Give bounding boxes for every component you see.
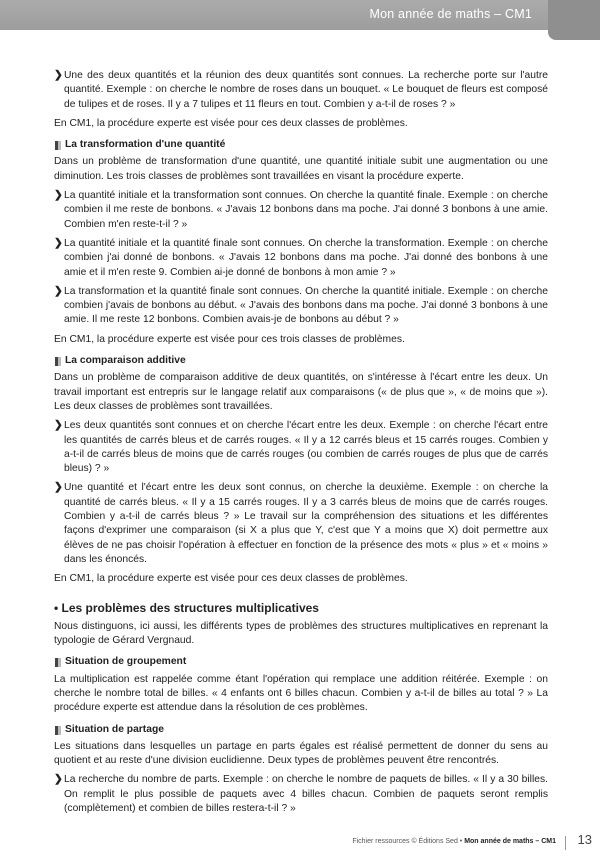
chevron-right-icon: ❯ (54, 237, 63, 249)
heading-marker-icon (55, 726, 58, 735)
paragraph: La multiplication est rappelée comme étant l'opération qui remplace une addition réitérée. Exemple : on cherche le nombre total de billes. « 4 enfants ont 6 billes chacun. Combien y a-t-il de billes au total ? » La procédure experte est attendue dans la résolution de ces problèmes. (54, 673, 548, 714)
paragraph: Nous distinguons, ici aussi, les différents types de problèmes des structures multiplicatives en reprenant la typologie de Gérard Vergnaud. (54, 620, 548, 647)
chevron-right-icon: ❯ (54, 285, 63, 297)
page-number: 13 (577, 832, 592, 847)
page-header (0, 0, 600, 30)
chevron-right-icon: ❯ (54, 190, 63, 202)
subsection-heading (54, 723, 548, 737)
bullet-text: La quantité initiale et la transformation sont connues. On cherche la quantité finale. Exemple : on cherche combien il me reste de bonbons. « J'avais 12 bonbons dans ma poche. J'ai donné 3 bonbons à une amie. Combien m'en reste-t-il ? » (64, 190, 548, 230)
bullet-text: La recherche du nombre de parts. Exemple : on cherche le nombre de paquets de billes. « Il y a 30 billes. On remplit le plus possible de paquets avec 4 billes chacun. Combien de paquets seront remplis (complètement) et combien de billes restera-t-il ? » (64, 774, 548, 815)
heading-marker-icon (55, 357, 58, 366)
footer-credit (352, 838, 556, 845)
bullet-item (54, 189, 548, 232)
bullet-item (54, 285, 548, 328)
heading-marker-icon (55, 658, 58, 667)
subsection-heading (54, 138, 548, 152)
bullet-item (54, 419, 548, 476)
bullet-item (54, 237, 548, 280)
bullet-item (54, 481, 548, 567)
paragraph: Les situations dans lesquelles un partage en parts égales est réalisé permettent de donner du sens au quotient et au reste d'une division euclidienne. Deux types de problèmes peuvent être rencontrés. (54, 740, 548, 767)
heading-text: La comparaison additive (65, 355, 186, 367)
bullet-text: La quantité initiale et la quantité finale sont connues. On cherche la transformation. Exemple : on cherche combien j'ai donné de bonbons. « J'avais 12 bonbons dans ma poche. J'ai donné des bonbons à une amie et il m'en reste 9. Combien ai-je donné de bonbons à mon amie ? » (64, 237, 548, 278)
chevron-right-icon: ❯ (54, 774, 63, 786)
paragraph: En CM1, la procédure experte est visée pour ces deux classes de problèmes. (54, 117, 408, 129)
heading-text: La transformation d'une quantité (65, 139, 226, 151)
paragraph: En CM1, la procédure experte est visée pour ces trois classes de problèmes. (54, 333, 405, 345)
document-body (54, 69, 548, 821)
chevron-right-icon: ❯ (54, 70, 63, 81)
footer-source: Fichier ressources © Éditions Sed • (352, 838, 463, 845)
paragraph: En CM1, la procédure experte est visée pour ces deux classes de problèmes. (54, 573, 408, 585)
subsection-heading (54, 655, 548, 669)
footer-divider (565, 836, 566, 850)
bullet-text: Une quantité et l'écart entre les deux sont connus, on cherche la deuxième. Exemple : on cherche la quantité de carrés bleus. « Il y a 15 carrés rouges. Il y a 3 carrés bleus de moins que de carrés rouges. Combien y a-t-il de carrés bleus ? » Le travail sur la compréhension des situations et les différentes façons d'exprimer une comparaison (si X a plus que Y, c'est que Y a moins que X) doit permettre aux élèves de ne pas choisir l'opération à effectuer en fonction de la présence des mots « plus » et « moins » dans les énoncés. (64, 482, 548, 565)
chevron-right-icon: ❯ (54, 482, 63, 494)
heading-marker-icon (55, 141, 58, 150)
subsection-heading (54, 354, 548, 368)
heading-text: Situation de partage (65, 723, 164, 735)
bullet-item (54, 773, 548, 816)
bullet-item (54, 69, 548, 112)
paragraph: Dans un problème de transformation d'une quantité, une quantité initiale subit une augmentation ou une diminution. Les trois classes de problèmes sont travaillées en visant la procédure experte. (54, 156, 548, 182)
bullet-text: Les deux quantités sont connues et on cherche l'écart entre les deux. Exemple : on cherche l'écart entre les quantités de carrés bleus et de carrés rouges. « Il y a 12 carrés bleus et 15 carrés rouges. Combien y a-t-il de carrés bleus de moins que de carrés rouges (ou combien de carrés rouges de plus que de carrés bleus) ? » (64, 420, 548, 475)
heading-text: Situation de groupement (65, 656, 187, 668)
footer-book-title: Mon année de maths – CM1 (464, 838, 556, 845)
bullet-text: Une des deux quantités et la réunion des deux quantités sont connues. La recherche porte sur l'autre quantité. Exemple : on cherche le nombre de roses dans un bouquet. « Le bouquet de fleurs est composé de tulipes et de roses. Il y a 7 tulipes et 11 fleurs en tout. Combien y a-t-il de roses ? » (64, 70, 548, 110)
section-heading: • Les problèmes des structures multiplicatives (54, 600, 319, 615)
bullet-text: La transformation et la quantité finale sont connues. On cherche la quantité initiale. Exemple : on cherche combien j'avais de bonbons au début. « J'avais des bonbons dans ma poche. J'ai donné 3 bonbons à une amie. Il me reste 12 bonbons. Combien avais-je de bonbons au début ? » (64, 285, 548, 326)
corner-tab (548, 0, 600, 40)
page-footer (0, 830, 600, 860)
chevron-right-icon: ❯ (54, 420, 63, 432)
header-title: Mon année de maths – CM1 (369, 7, 532, 21)
paragraph: Dans un problème de comparaison additive de deux quantités, on s'intéresse à l'écart entre les deux. Un travail important est entrepris sur le langage relatif aux comparaisons (« de plus que », « de moins que »). Les deux classes de problèmes sont travaillées. (54, 372, 548, 412)
